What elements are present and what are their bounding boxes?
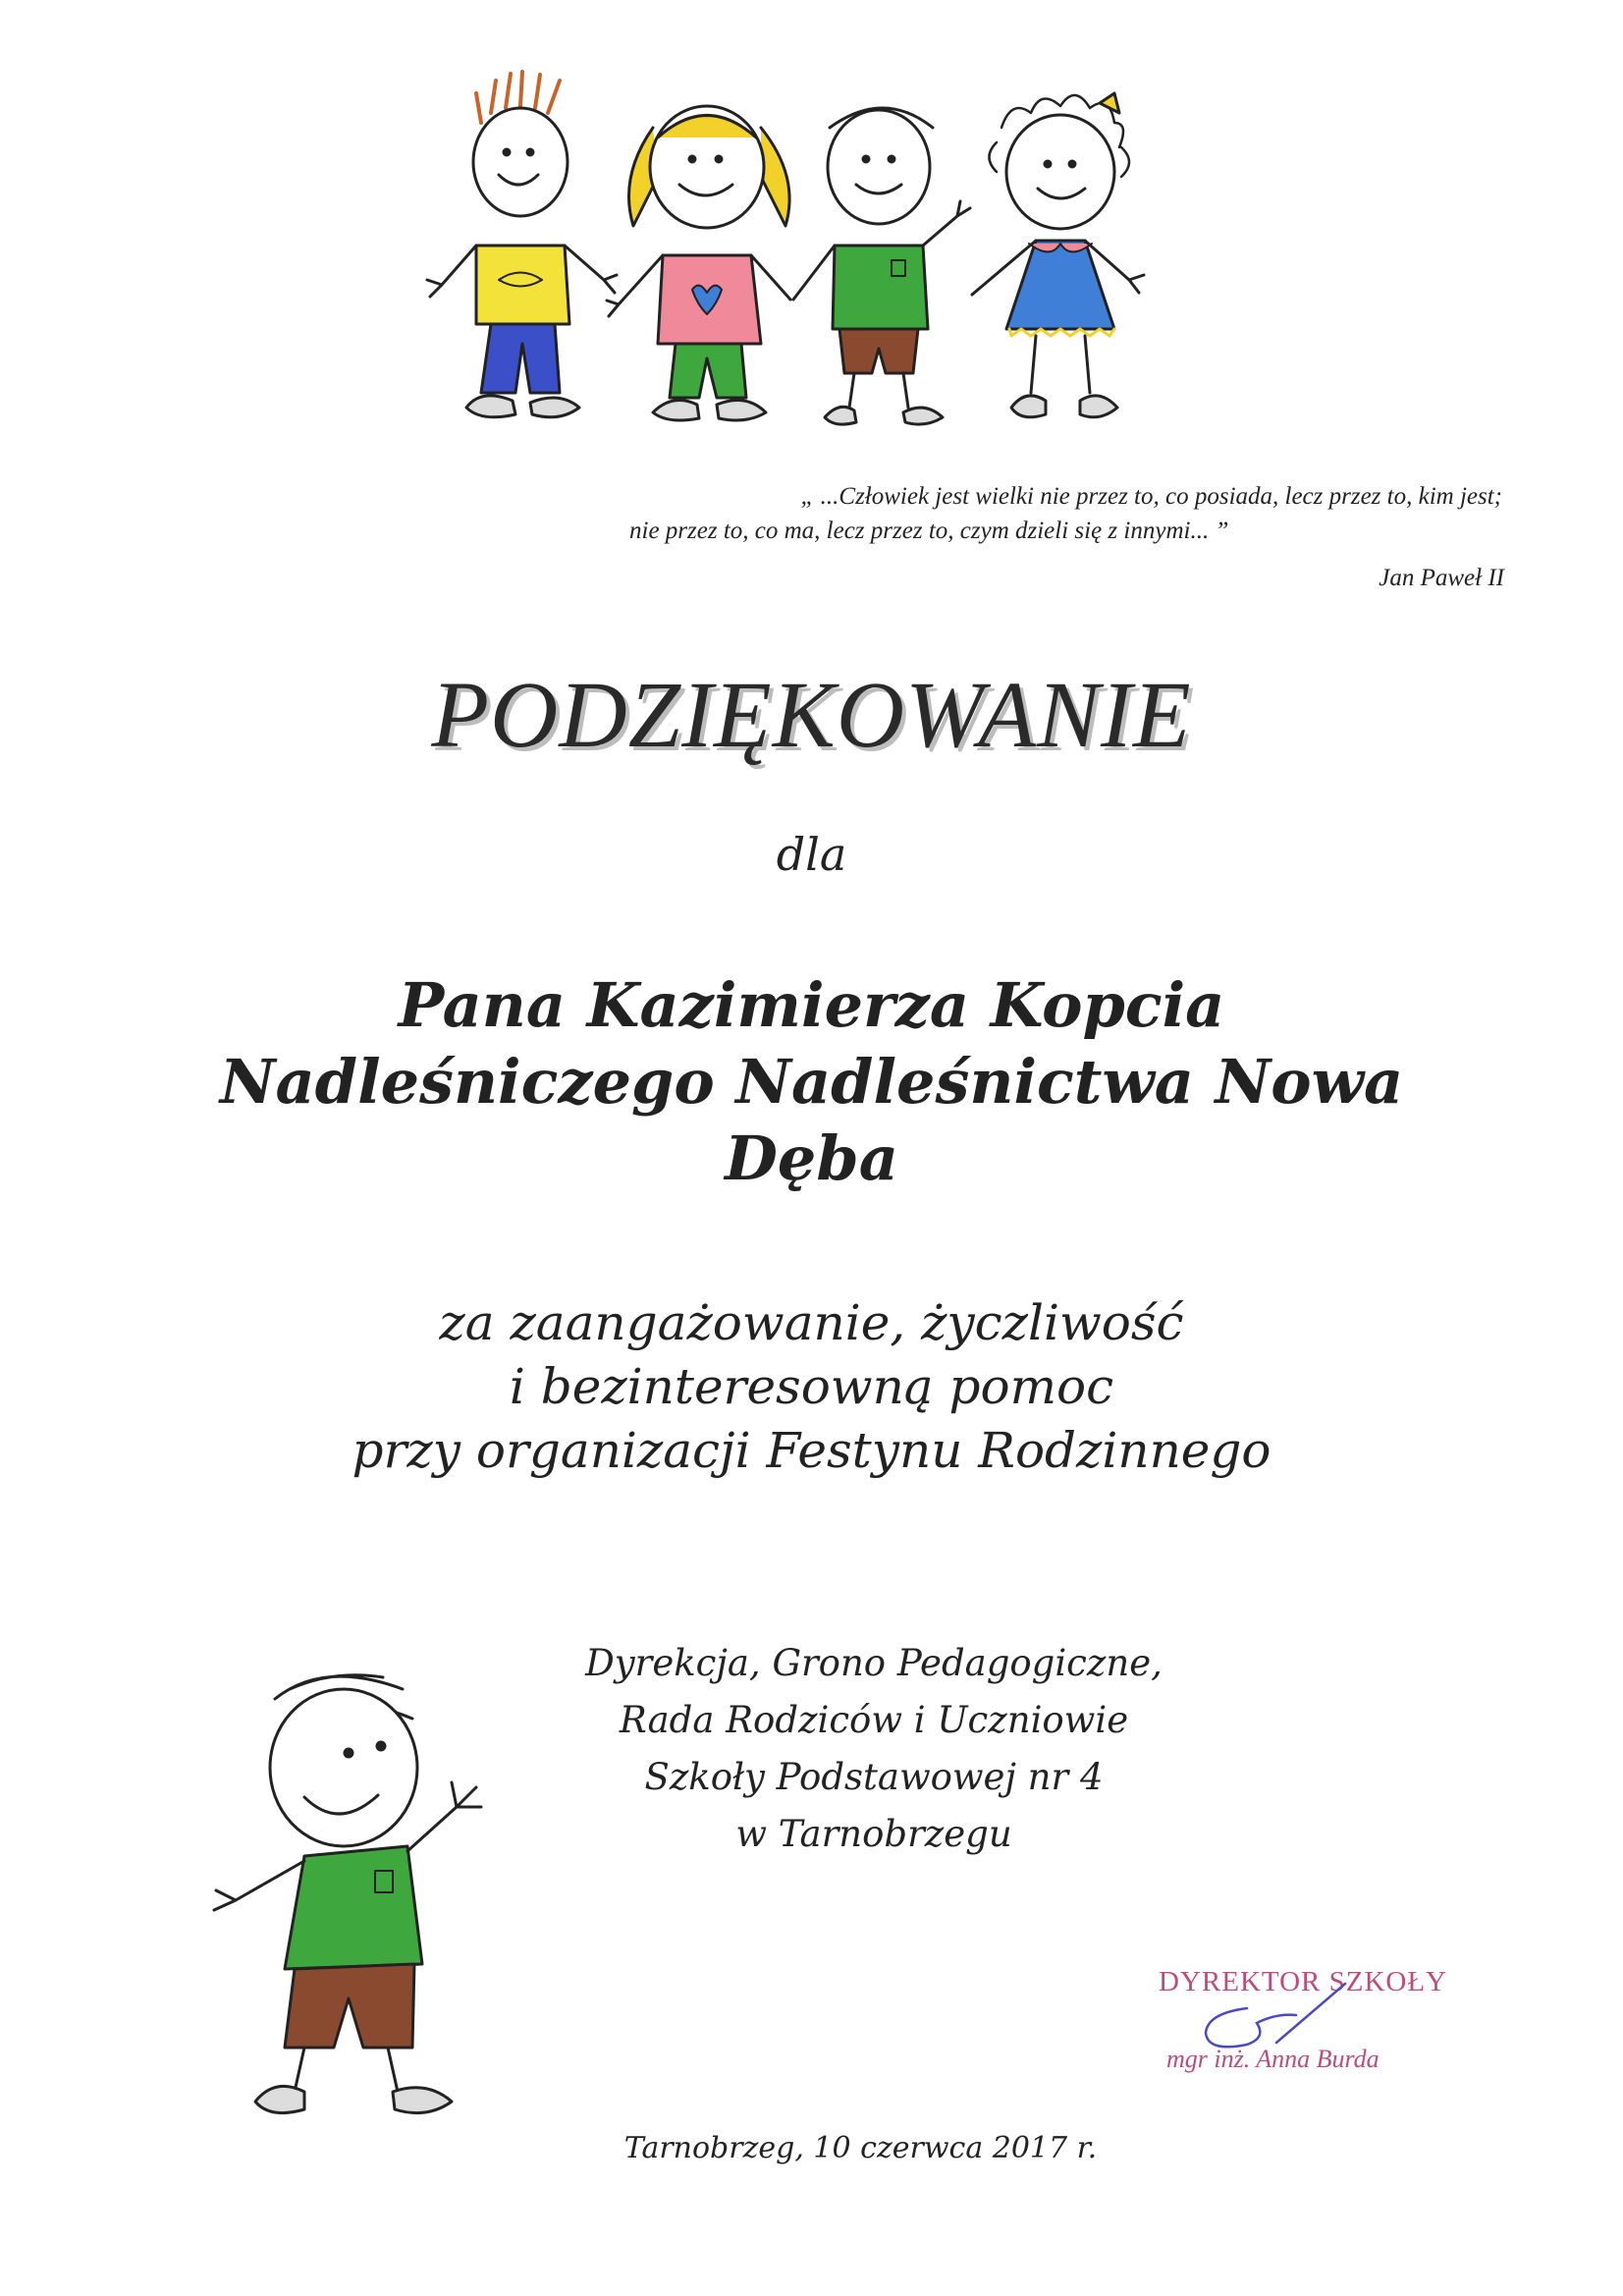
reason-line-1: za zaangażowanie, życzliwość bbox=[439, 1294, 1184, 1351]
stamp-name: mgr inż. Anna Burda bbox=[1166, 2045, 1380, 2073]
child-2-drawing bbox=[607, 106, 790, 420]
recipient-line-3: Dęba bbox=[725, 1122, 898, 1194]
recipient-line-1: Pana Kazimierza Kopcia bbox=[398, 969, 1225, 1041]
place-and-date: Tarnobrzeg, 10 czerwca 2017 r. bbox=[623, 2131, 1098, 2165]
signers-line-3: Szkoły Podstawowej nr 4 bbox=[644, 1756, 1104, 1798]
children-illustration bbox=[422, 69, 1208, 442]
signers-line-4: w Tarnobrzegu bbox=[735, 1813, 1012, 1855]
for-word: dla bbox=[776, 828, 847, 881]
quote-block bbox=[589, 479, 1502, 548]
waving-boy-illustration bbox=[157, 1660, 511, 2151]
reason-line-3: przy organizacji Festynu Rodzinnego bbox=[352, 1422, 1271, 1479]
quote-author: Jan Paweł II bbox=[1379, 565, 1504, 591]
reason-line-2: i bezinteresowną pomoc bbox=[509, 1358, 1114, 1415]
child-4-drawing bbox=[972, 93, 1144, 417]
recipient-block bbox=[0, 967, 1623, 1197]
signers-block bbox=[432, 1635, 1316, 1863]
certificate-title: PODZIĘKOWANIE bbox=[431, 662, 1192, 767]
child-1-drawing bbox=[427, 72, 617, 417]
signers-line-1: Dyrekcja, Grono Pedagogiczne, bbox=[585, 1642, 1163, 1684]
quote-line-2: nie przez to, co ma, lecz przez to, czym dzieli się z innymi... ” bbox=[629, 518, 1229, 544]
child-3-drawing bbox=[793, 108, 970, 424]
recipient-line-2: Nadleśniczego Nadleśnictwa Nowa bbox=[219, 1046, 1404, 1118]
reason-block bbox=[0, 1291, 1623, 1483]
stamp-title: DYREKTOR SZKOŁY bbox=[1159, 1966, 1447, 1997]
director-stamp bbox=[1129, 1954, 1483, 2092]
signers-line-2: Rada Rodziców i Uczniowie bbox=[619, 1699, 1129, 1741]
quote-line-1: „ ...Człowiek jest wielki nie przez to, co posiada, lecz przez to, kim jest; bbox=[800, 483, 1502, 510]
